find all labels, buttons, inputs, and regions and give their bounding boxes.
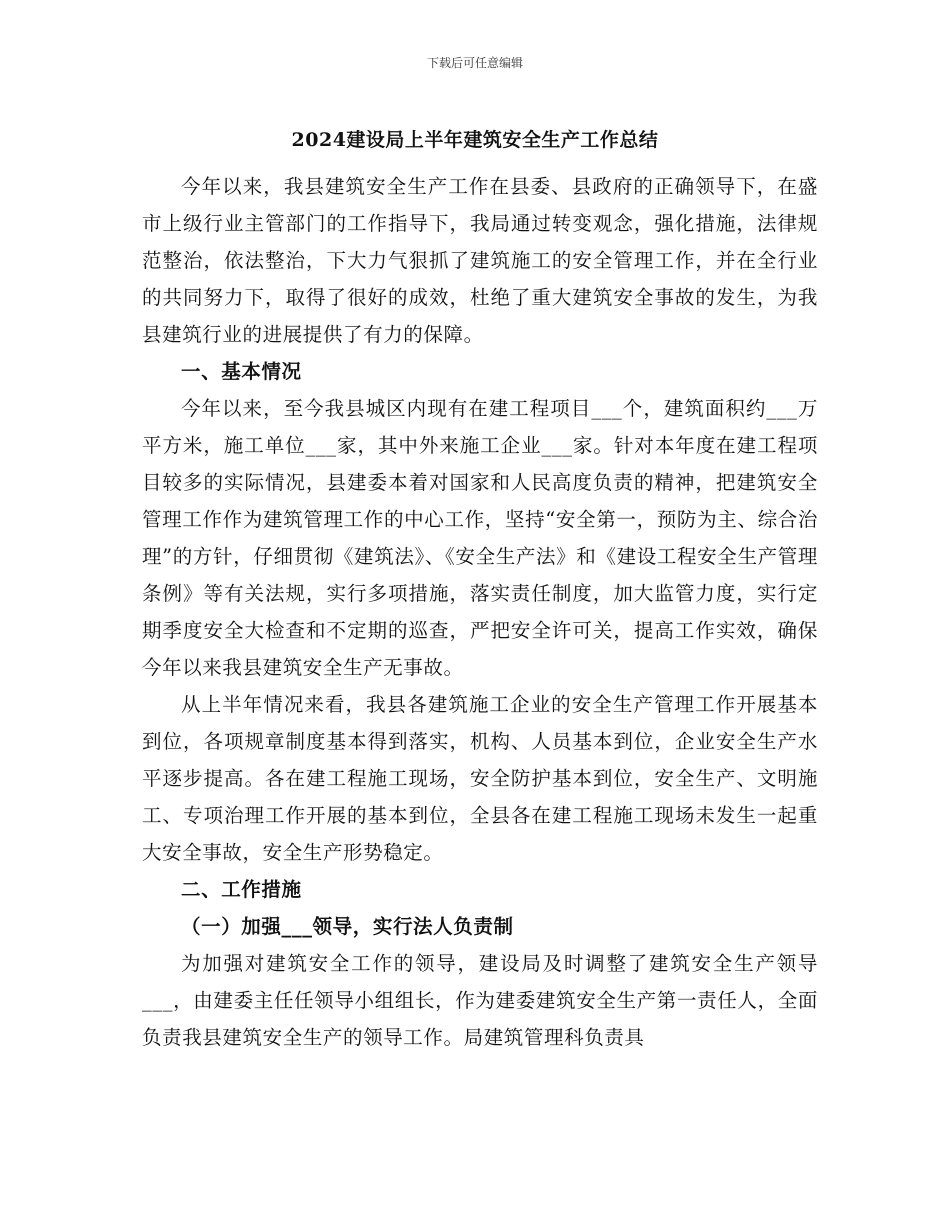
subsection-heading-leadership: （一）加强___领导，实行法人负责制 <box>181 915 514 938</box>
basic-situation-paragraph-1: 今年以来，至今我县城区内现有在建工程项目___个，建筑面积约___万平方米，施工单位___家，其中外来施工企业___家。针对本年度在建工程项目较多的实际情况，县建委本着对国家和人民高度负责的精神，把建筑安全管理工作作为建筑管理工作的中心工作，坚持“安全第一，预防为主、综合治理”的方针，仔细贯彻《建筑法》、《安全生产法》和《建设工程安全生产管理条例》等有关法规，实行多项措施，落实责任制度，加大监管力度，实行定期季度安全大检查和不定期的巡查，严把安全许可关，提高工作实效，确保今年以来我县建筑安全生产无事故。 <box>142 397 818 679</box>
document-title: 2024建设局上半年建筑安全生产工作总结 <box>291 129 659 151</box>
basic-situation-paragraph-2: 从上半年情况来看，我县各建筑施工企业的安全生产管理工作开展基本到位，各项规章制度基本得到落实，机构、人员基本到位，企业安全生产水平逐步提高。各在建工程施工现场，安全防护基本到位，安全生产、文明施工、专项治理工作开展的基本到位，全县各在建工程施工现场未发生一起重大安全事故，安全生产形势稳定。 <box>142 693 818 864</box>
section-heading-work-measures: 二、工作措施 <box>181 878 302 901</box>
intro-paragraph: 今年以来，我县建筑安全生产工作在县委、县政府的正确领导下，在盛市上级行业主管部门的工作指导下，我局通过转变观念，强化措施，法律规范整治，依法整治，下大力气狠抓了建筑施工的安全管理工作，并在全行业的共同努力下，取得了很好的成效，杜绝了重大建筑安全事故的发生，为我县建筑行业的进展提供了有力的保障。 <box>142 175 818 346</box>
section-heading-basic-situation: 一、基本情况 <box>181 360 302 383</box>
document-body <box>142 168 818 1056</box>
header-note: 下载后可任意编辑 <box>426 56 523 70</box>
leadership-paragraph: 为加强对建筑安全工作的领导，建设局及时调整了建筑安全生产领导___，由建委主任任领导小组组长，作为建委建筑安全生产第一责任人，全面负责我县建筑安全生产的领导工作。局建筑管理科负责具 <box>142 952 818 1049</box>
